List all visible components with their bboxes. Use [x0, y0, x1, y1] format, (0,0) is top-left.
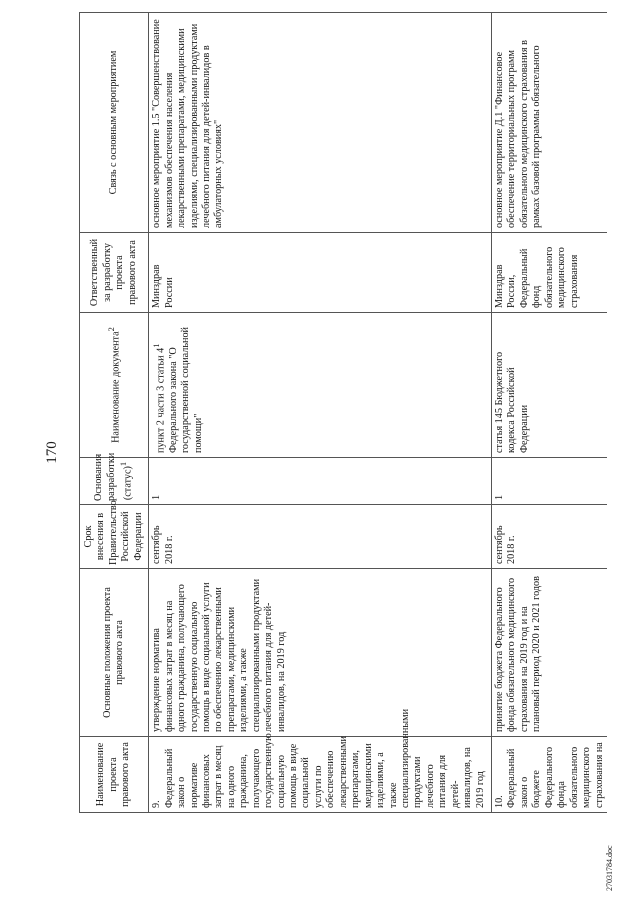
page-number: 170: [44, 441, 60, 464]
act-name: Федеральный закон о нормативе финансовых затрат в месяц на одного гражданина, получающего государственную социальную помощь в виде социальной услуги по обеспечению лекарственными препаратами, медицинскими изделиями, а также специализированными продуктами лечебного питания для детей-инвалидов, на 2019 год: [163, 708, 486, 808]
cell-basis: 1: [492, 458, 607, 505]
legal-acts-table: [79, 12, 607, 813]
header-provisions: Основные положения проекта правового акта: [80, 569, 149, 737]
cell-deadline: сентябрь 2018 г.: [149, 505, 492, 569]
header-document: [80, 313, 149, 458]
table-row: [492, 13, 607, 813]
header-responsible: Ответственный за разработку проекта правового акта: [80, 233, 149, 313]
header-deadline: Срок внесения в Правительство Российской Федерации: [80, 505, 149, 569]
cell-basis: 1: [149, 458, 492, 505]
header-link: Связь с основным мероприятием: [80, 13, 149, 233]
cell-deadline: сентябрь 2018 г.: [492, 505, 607, 569]
cell-document: статья 145 Бюджетного кодекса Российской Федерации: [492, 313, 607, 458]
cell-name: [492, 737, 607, 813]
header-basis-label: Основания разработки (статус): [93, 452, 134, 501]
cell-link: основное мероприятие Д.1 "Финансовое обеспечение территориальных программ обязательного медицинского страхования в рамках базовой программы обязательного: [492, 13, 607, 233]
table-header-row: [80, 13, 149, 813]
cell-link: основное мероприятие 1.5 "Совершенствование механизмов обеспечения населения лекарственными препаратами, медицинскими изделиями, специализированными продуктами лечебного питания для детей-инвалидов в амбулаторных условиях": [149, 13, 492, 233]
document-footnote: 1: [151, 343, 162, 348]
header-document-footnote: 2: [105, 327, 116, 332]
table-row: [149, 13, 492, 813]
cell-provisions: принятие бюджета Федерального фонда обязательного медицинского страхования на 2019 год и на плановый период 2020 и 2021 годов: [492, 569, 607, 737]
header-document-label: Наименование документа: [110, 331, 122, 443]
header-name: Наименование проекта правового акта: [80, 737, 149, 813]
cell-name: [149, 708, 492, 813]
cell-responsible: Минздрав России: [149, 233, 492, 313]
row-number: 9.: [151, 800, 163, 808]
header-basis-footnote: 1: [118, 461, 129, 467]
cell-responsible: Минздрав России, Федеральный фонд обязательного медицинского страхования: [492, 233, 607, 313]
cell-provisions: утверждение норматива финансовых затрат в месяц на одного гражданина, получающего государственную социальную помощь в виде социальной услуги по обеспечению лекарственными препаратами, медицинскими изделиями, а также специализированными продуктами лечебного питания для детей-инвалидов, на 2019 год: [149, 569, 492, 737]
act-name: Федеральный закон о бюджете Федерального фонда обязательного медицинского страхования на: [506, 742, 605, 808]
document-ref: пункт 2 части 3 статьи 4: [155, 347, 167, 453]
footer-file-code: 27031784.doc: [605, 845, 614, 891]
row-number: 10.: [494, 795, 505, 808]
document-ref-rest: Федерального закона "О государственной социальной помощи": [168, 326, 204, 453]
header-basis: [80, 452, 149, 505]
cell-document: [149, 313, 492, 458]
